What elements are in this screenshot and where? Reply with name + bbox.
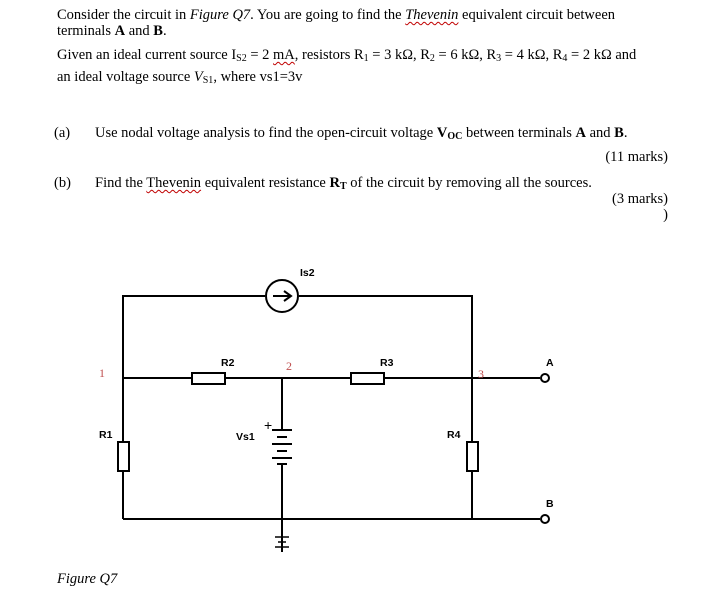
given-text: Given an ideal current source I xyxy=(57,47,237,63)
question-text: . xyxy=(623,125,628,141)
given-text: , where vs1=3v xyxy=(213,69,303,85)
voc-symbol: V xyxy=(436,125,448,141)
r2-label: R2 xyxy=(221,357,235,369)
subscript: S1 xyxy=(202,75,214,86)
subscript: 4 xyxy=(562,53,568,64)
given-text: = 3 kΩ, R xyxy=(368,47,430,63)
question-text: Use nodal voltage analysis to find the open-circuit voltage xyxy=(95,125,437,141)
vs1-symbol: V xyxy=(193,69,203,85)
terminal-a-icon xyxy=(541,374,549,382)
terminal-b-label: B xyxy=(546,498,554,510)
subscript: 2 xyxy=(429,53,435,64)
given-text: , resistors R xyxy=(294,47,364,63)
r3-label: R3 xyxy=(380,357,394,369)
terminal-b-ref: B xyxy=(614,125,624,141)
intro-text: terminals xyxy=(57,23,115,39)
intro-text: Consider the circuit in xyxy=(57,7,190,23)
intro-text: equivalent circuit between xyxy=(458,7,616,23)
part-a-marks: (11 marks) xyxy=(605,149,668,165)
wire-top-left xyxy=(123,296,265,378)
vs1-label: Vs1 xyxy=(236,431,255,443)
closing-parenthesis: ) xyxy=(663,207,668,223)
current-source-icon xyxy=(266,280,298,312)
r1-label: R1 xyxy=(99,429,113,441)
terminal-b-ref: B xyxy=(153,23,163,39)
intro-text: and xyxy=(125,23,154,39)
r2-resistor xyxy=(192,373,225,384)
r4-resistor xyxy=(467,442,478,471)
subscript: S2 xyxy=(236,53,247,64)
question-text: Find the xyxy=(95,175,147,191)
figure-reference: Figure Q7 xyxy=(189,7,251,23)
intro-text: . xyxy=(162,23,167,39)
terminal-a-ref: A xyxy=(575,125,586,141)
r4-label: R4 xyxy=(447,429,461,441)
subscript: 1 xyxy=(363,53,369,64)
node-1-label: 1 xyxy=(99,366,105,380)
node-3-label: 3 xyxy=(478,367,484,381)
thevenin-word: Thevenin xyxy=(405,7,459,23)
terminal-b-icon xyxy=(541,515,549,523)
question-text: of the circuit by removing all the sources. xyxy=(346,175,592,191)
node-2-label: 2 xyxy=(286,359,292,373)
thevenin-word: Thevenin xyxy=(146,175,202,191)
part-a-label: (a) xyxy=(54,125,71,141)
question-text: and xyxy=(585,125,615,141)
given-text: = 2 xyxy=(246,47,274,63)
question-text: equivalent resistance xyxy=(201,175,330,191)
given-text: = 4 kΩ, R xyxy=(501,47,563,63)
subscript: OC xyxy=(447,131,463,142)
given-text: = 2 kΩ and xyxy=(567,47,637,63)
plus-sign: + xyxy=(264,417,273,433)
terminal-a-ref: A xyxy=(114,23,126,39)
r3-resistor xyxy=(351,373,384,384)
intro-text: . You are going to find the xyxy=(250,7,406,23)
part-b-label: (b) xyxy=(54,175,71,191)
is2-label: Is2 xyxy=(300,267,315,279)
figure-caption: Figure Q7 xyxy=(57,571,118,587)
question-text: between terminals xyxy=(462,125,576,141)
subscript: 3 xyxy=(496,53,502,64)
given-text: an ideal voltage source xyxy=(57,69,194,85)
unit-ma: mA xyxy=(273,47,295,63)
rt-symbol: R xyxy=(329,175,340,191)
subscript: T xyxy=(339,181,347,192)
r1-resistor xyxy=(118,442,129,471)
terminal-a-label: A xyxy=(546,357,554,369)
given-text: = 6 kΩ, R xyxy=(434,47,497,63)
part-b-marks: (3 marks) xyxy=(612,191,668,207)
battery-icon xyxy=(272,430,292,464)
